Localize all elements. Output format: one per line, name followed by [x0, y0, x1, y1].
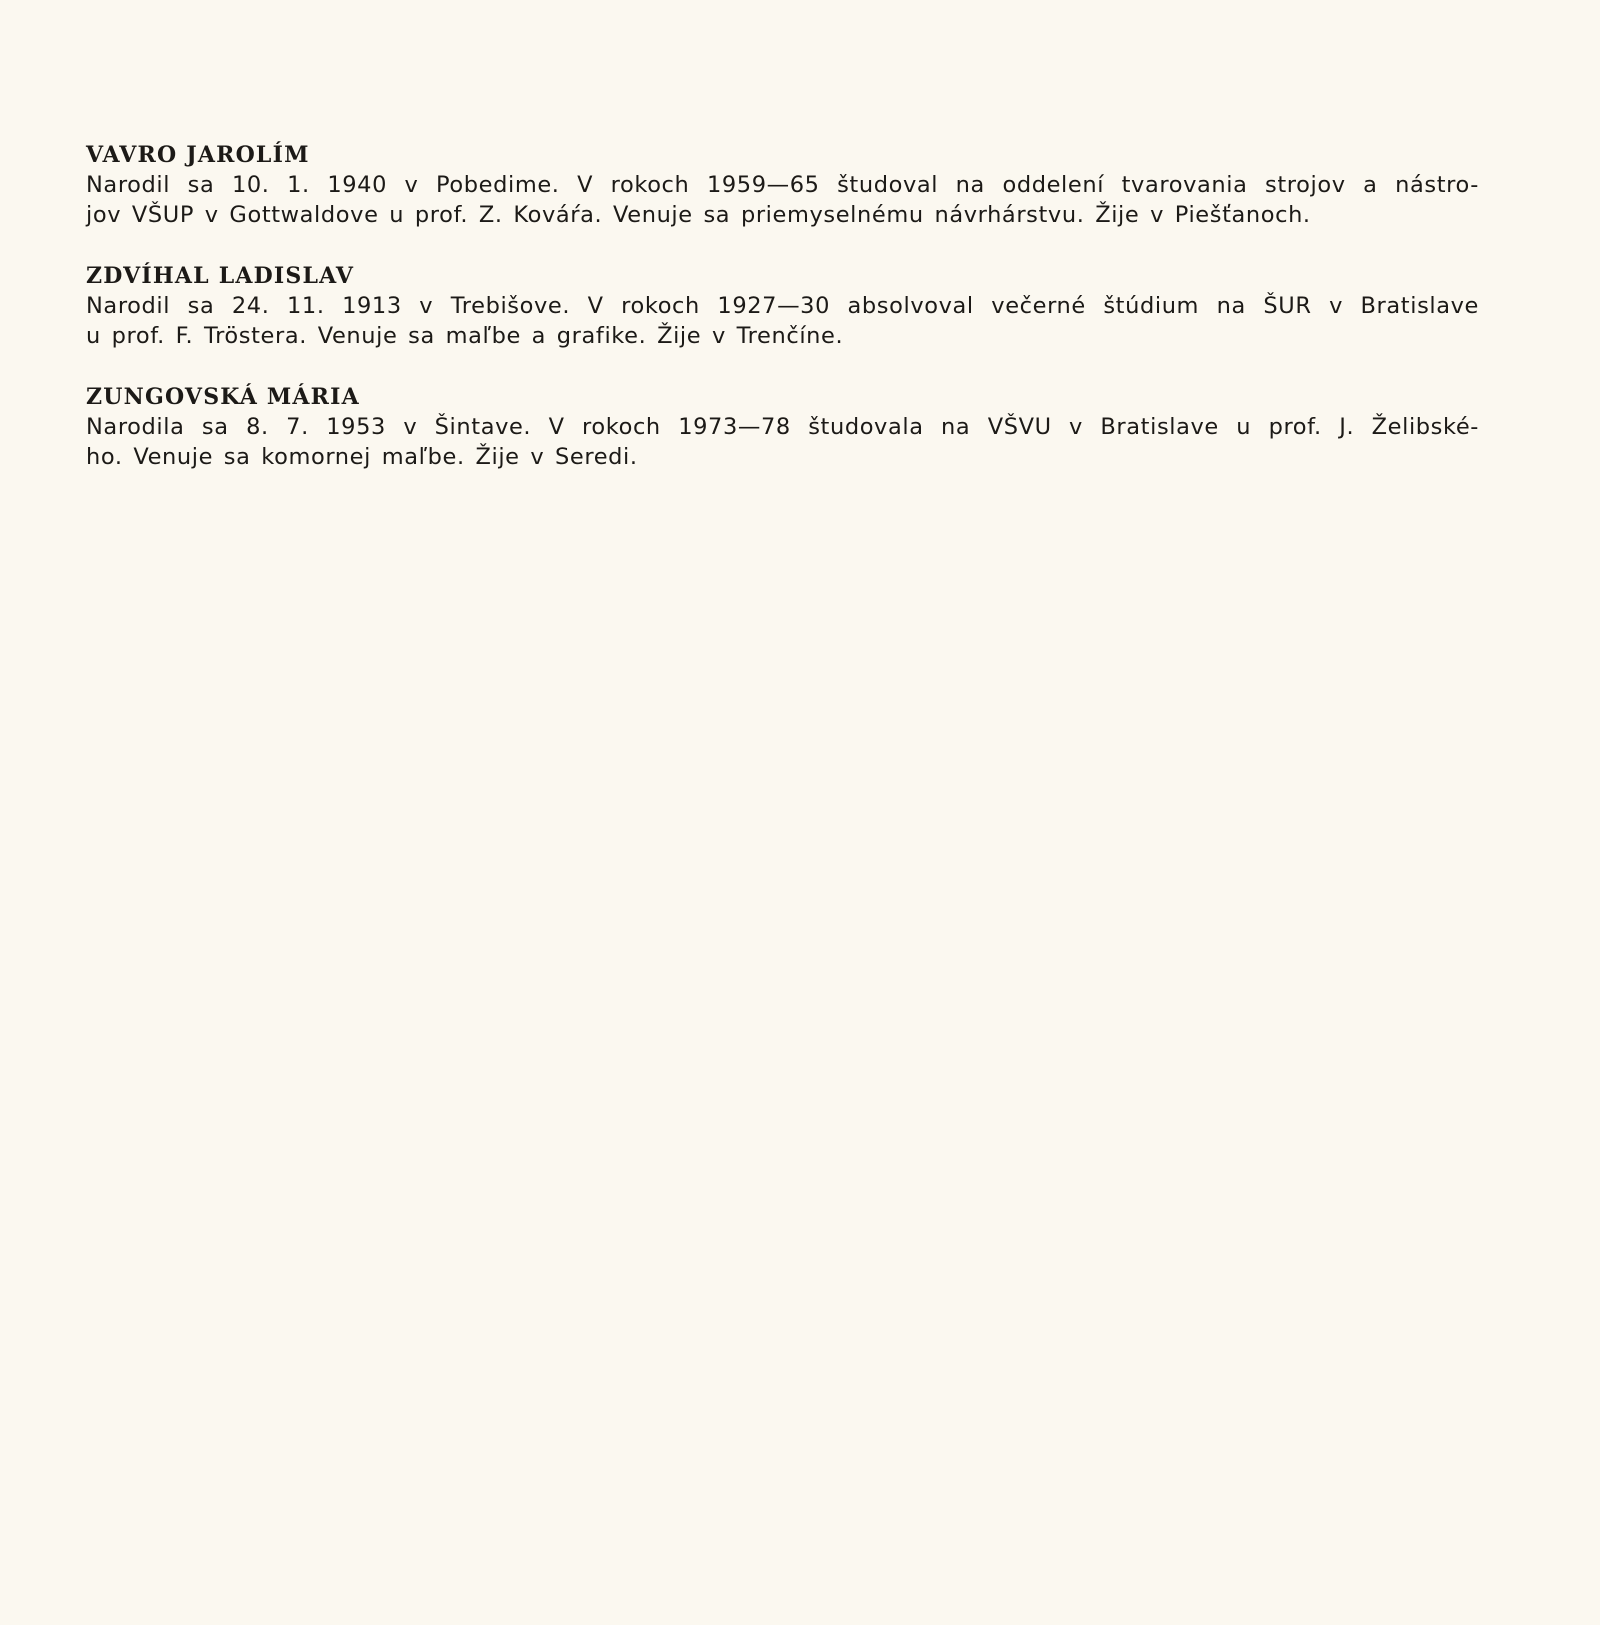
biography-text-line: jov VŠUP v Gottwaldove u prof. Z. Kováŕa. Venuje sa priemyselnému návrhárstvu. Žije v Piešťanoch. [86, 202, 1311, 228]
biography-entry-zungovska [86, 382, 1486, 472]
biography-entry-jarolim [86, 140, 1486, 230]
biography-list [86, 140, 1486, 503]
biography-text-line: Narodila sa 8. 7. 1953 v Šintave. V rokoch 1973—78 študovala na VŠVU v Bratislave u prof. J. Želibské- [86, 414, 1479, 440]
biography-text-line: Narodil sa 24. 11. 1913 v Trebišove. V rokoch 1927—30 absolvoval večerné štúdium na ŠUR v Bratislave [86, 293, 1479, 319]
biography-text-line: ho. Venuje sa komornej maľbe. Žije v Seredi. [86, 444, 638, 470]
biography-text-line: Narodil sa 10. 1. 1940 v Pobedime. V rokoch 1959—65 študoval na oddelení tvarovania strojov a nástro- [86, 172, 1479, 198]
artist-name: ZUNGOVSKÁ MÁRIA [86, 384, 360, 410]
biography-entry-zdvihal [86, 261, 1486, 351]
biography-text-line: u prof. F. Tröstera. Venuje sa maľbe a grafike. Žije v Trenčíne. [86, 323, 844, 349]
artist-name: VAVRO JAROLÍM [86, 142, 310, 168]
artist-name: ZDVÍHAL LADISLAV [86, 263, 355, 289]
